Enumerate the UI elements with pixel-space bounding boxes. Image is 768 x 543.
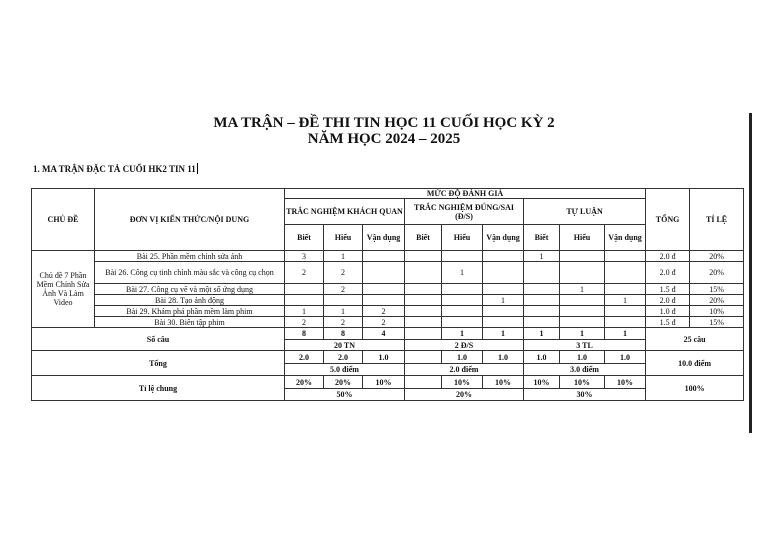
count-cell [483,251,524,262]
summary-cell: 4 [363,328,405,340]
count-cell [442,317,483,328]
header-hieu: Hiểu [324,225,363,251]
ratio-cell: 10% [690,306,744,317]
count-cell: 1 [442,262,483,284]
summary-group: 3 TL [524,340,646,351]
count-cell [483,306,524,317]
summary-cell: 1 [442,328,483,340]
summary-cell: 1.0 [363,351,405,364]
count-cell: 1 [560,284,605,295]
total-cell: 2.0 đ [646,251,690,262]
summary-cell: 20% [324,376,363,389]
count-cell [605,251,646,262]
count-cell [285,295,324,306]
summary-label: Tỉ lệ chung [32,376,285,401]
count-cell: 2 [285,317,324,328]
count-cell [363,251,405,262]
count-cell: 2 [324,262,363,284]
header-hieu: Hiểu [442,225,483,251]
count-cell [405,251,442,262]
summary-cell [405,351,442,364]
summary-cell: 10% [483,376,524,389]
count-cell [560,306,605,317]
header-muc-do: MỨC ĐỘ ĐÁNH GIÁ [285,189,646,199]
unit-cell: Bài 30. Biên tập phim [95,317,285,328]
summary-total: 10.0 điểm [646,351,744,376]
summary-cell: 1.0 [442,351,483,364]
summary-cell: 10% [363,376,405,389]
count-cell [285,284,324,295]
header-tn-ds: TRẮC NGHIỆM ĐÚNG/SAI (Đ/S) [405,199,524,225]
count-cell [363,284,405,295]
count-cell [483,317,524,328]
header-chu-de: CHỦ ĐỀ [32,189,95,251]
count-cell [405,262,442,284]
total-cell: 1.0 đ [646,306,690,317]
summary-group: 20% [405,389,524,401]
summary-cell: 1 [605,328,646,340]
summary-row-tong [32,351,744,364]
summary-cell: 1.0 [560,351,605,364]
summary-cell: 10% [524,376,560,389]
table-row [32,262,744,284]
table-row [32,284,744,295]
page-title: MA TRẬN – ĐỀ THI TIN HỌC 11 CUỐI HỌC KỲ 2 [213,115,555,131]
count-cell [363,262,405,284]
text-cursor [197,163,198,174]
ratio-cell: 20% [690,251,744,262]
summary-label: Số câu [32,328,285,351]
count-cell [524,262,560,284]
count-cell [442,295,483,306]
count-cell: 2 [363,317,405,328]
total-cell: 1.5 đ [646,284,690,295]
count-cell: 1 [605,295,646,306]
count-cell [324,295,363,306]
summary-group: 3.0 điểm [524,364,646,376]
unit-cell: Bài 29. Khám phá phần mềm làm phim [95,306,285,317]
summary-cell: 1.0 [483,351,524,364]
table-row [32,306,744,317]
count-cell [524,295,560,306]
header-hieu: Hiểu [560,225,605,251]
header-ti-le: TỈ LỆ [690,189,744,251]
count-cell [405,284,442,295]
summary-group: 20 TN [285,340,405,351]
assessment-matrix-table [31,188,744,401]
topic-cell: Chủ đề 7 Phần Mềm Chỉnh Sửa Ảnh Và Làm Video [32,251,95,328]
count-cell [605,317,646,328]
summary-cell: 2.0 [285,351,324,364]
count-cell [524,284,560,295]
unit-cell: Bài 26. Công cụ tinh chỉnh màu sắc và công cụ chọn [95,262,285,284]
summary-total: 25 câu [646,328,744,351]
count-cell [560,262,605,284]
summary-cell: 2.0 [324,351,363,364]
summary-cell: 8 [324,328,363,340]
summary-row-ti-le [32,376,744,389]
summary-cell: 1.0 [524,351,560,364]
page-edge-bar [749,113,752,433]
table-row [32,317,744,328]
header-tn-kq: TRẮC NGHIỆM KHÁCH QUAN [285,199,405,225]
count-cell [442,306,483,317]
summary-group: 2.0 điểm [405,364,524,376]
summary-cell: 1.0 [605,351,646,364]
summary-group: 30% [524,389,646,401]
count-cell [605,306,646,317]
total-cell: 2.0 đ [646,262,690,284]
count-cell [405,295,442,306]
ratio-cell: 15% [690,317,744,328]
count-cell [483,262,524,284]
summary-group: 2 Đ/S [405,340,524,351]
header-biet: Biết [405,225,442,251]
summary-total: 100% [646,376,744,401]
summary-cell [405,376,442,389]
header-biet: Biết [285,225,324,251]
header-tu-luan: TỰ LUẬN [524,199,646,225]
count-cell [442,251,483,262]
count-cell: 2 [285,262,324,284]
count-cell: 1 [324,251,363,262]
count-cell [524,306,560,317]
count-cell: 2 [324,284,363,295]
summary-cell: 1 [483,328,524,340]
count-cell [605,284,646,295]
count-cell: 1 [483,295,524,306]
section-heading[interactable]: 1. MA TRẬN ĐẶC TẢ CUỐI HK2 TIN 11 [33,164,196,174]
unit-cell: Bài 25. Phần mềm chỉnh sửa ảnh [95,251,285,262]
unit-cell: Bài 27. Công cụ vẽ và một số ứng dụng [95,284,285,295]
count-cell [405,317,442,328]
total-cell: 2.0 đ [646,295,690,306]
count-cell: 2 [363,306,405,317]
summary-label: Tổng [32,351,285,376]
ratio-cell: 15% [690,284,744,295]
count-cell [524,317,560,328]
header-biet: Biết [524,225,560,251]
summary-group: 50% [285,389,405,401]
page-subtitle: NĂM HỌC 2024 – 2025 [307,131,461,147]
summary-cell [405,328,442,340]
table-row [32,251,744,262]
summary-cell: 1 [524,328,560,340]
header-van-dung: Vận dụng [483,225,524,251]
summary-cell: 10% [560,376,605,389]
count-cell [560,251,605,262]
count-cell: 1 [324,306,363,317]
summary-cell: 1 [560,328,605,340]
count-cell: 1 [285,306,324,317]
summary-group: 5.0 điểm [285,364,405,376]
count-cell [405,306,442,317]
header-tong: TỔNG [646,189,690,251]
count-cell [442,284,483,295]
header-van-dung: Vận dụng [605,225,646,251]
ratio-cell: 20% [690,262,744,284]
count-cell [605,262,646,284]
count-cell [363,295,405,306]
count-cell [560,317,605,328]
unit-cell: Bài 28. Tạo ảnh động [95,295,285,306]
summary-cell: 8 [285,328,324,340]
total-cell: 1.5 đ [646,317,690,328]
count-cell: 3 [285,251,324,262]
ratio-cell: 20% [690,295,744,306]
header-van-dung: Vận dụng [363,225,405,251]
count-cell: 1 [524,251,560,262]
count-cell [483,284,524,295]
summary-row-so-cau [32,328,744,340]
summary-cell: 10% [605,376,646,389]
summary-cell: 10% [442,376,483,389]
summary-cell: 20% [285,376,324,389]
header-don-vi: ĐƠN VỊ KIẾN THỨC/NỘI DUNG [95,189,285,251]
table-row [32,295,744,306]
header-row-1 [32,189,744,199]
count-cell: 2 [324,317,363,328]
count-cell [560,295,605,306]
